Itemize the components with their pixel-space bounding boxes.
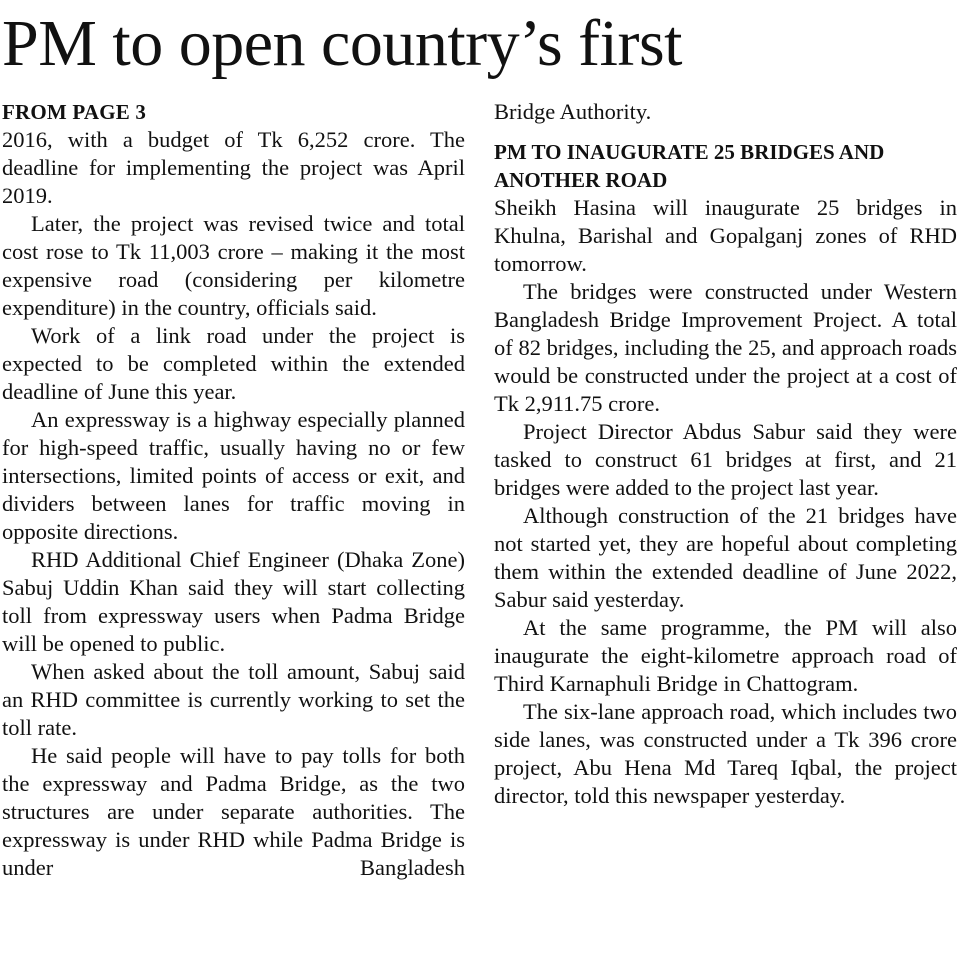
article-paragraph: 2016, with a budget of Tk 6,252 crore. The deadline for implementing the project was April 2019. — [2, 127, 465, 208]
article-paragraph: Sheikh Hasina will inaugurate 25 bridges in Khulna, Barishal and Gopalganj zones of RHD tomorrow. — [494, 195, 957, 276]
article-paragraph: An expressway is a highway especially planned for high-speed traffic, usually having no or few intersections, limited points of access or exit, and dividers between lanes for traffic moving in opposite directions. — [2, 407, 465, 544]
article-paragraph: The bridges were constructed under Western Bangladesh Bridge Improvement Project. A total of 82 bridges, including the 25, and approach roads would be constructed under the project at a cost of Tk 2,911.75 crore. — [494, 279, 957, 416]
article-paragraph: The six-lane approach road, which includes two side lanes, was constructed under a Tk 396 crore project, Abu Hena Md Tareq Iqbal, the project director, told this newspaper yesterday. — [494, 699, 957, 808]
article-paragraph: Although construction of the 21 bridges have not started yet, they are hopeful about completing them within the extended deadline of June 2022, Sabur said yesterday. — [494, 503, 957, 612]
continuation-kicker: FROM PAGE 3 — [2, 100, 147, 124]
article-paragraph: At the same programme, the PM will also inaugurate the eight-kilometre approach road of Third Karnaphuli Bridge in Chattogram. — [494, 615, 957, 696]
article-paragraph: Later, the project was revised twice and total cost rose to Tk 11,003 crore – making it the most expensive road (considering per kilometre expenditure) in the country, officials said. — [2, 211, 465, 320]
article-paragraph: RHD Additional Chief Engineer (Dhaka Zone) Sabuj Uddin Khan said they will start collecting toll from expressway users when Padma Bridge will be opened to public. — [2, 547, 465, 656]
article-paragraph: He said people will have to pay tolls for both the expressway and Padma Bridge, as the two structures are under separate authorities. The expressway is under RHD while Padma Bridge is under Bangladesh — [2, 743, 465, 880]
section-subhead: PM TO INAUGURATE 25 BRIDGES AND ANOTHER ROAD — [494, 140, 885, 192]
headline: PM to open country’s first — [2, 7, 682, 80]
right-column — [494, 98, 957, 810]
continuation-text: Bridge Authority. — [494, 99, 652, 124]
article-paragraph: Work of a link road under the project is expected to be completed within the extended deadline of June this year. — [2, 323, 465, 404]
article-paragraph: Project Director Abdus Sabur said they were tasked to construct 61 bridges at first, and 21 bridges were added to the project last year. — [494, 419, 957, 500]
article-paragraph: When asked about the toll amount, Sabuj said an RHD committee is currently working to set the toll rate. — [2, 659, 465, 740]
left-column — [2, 98, 465, 882]
